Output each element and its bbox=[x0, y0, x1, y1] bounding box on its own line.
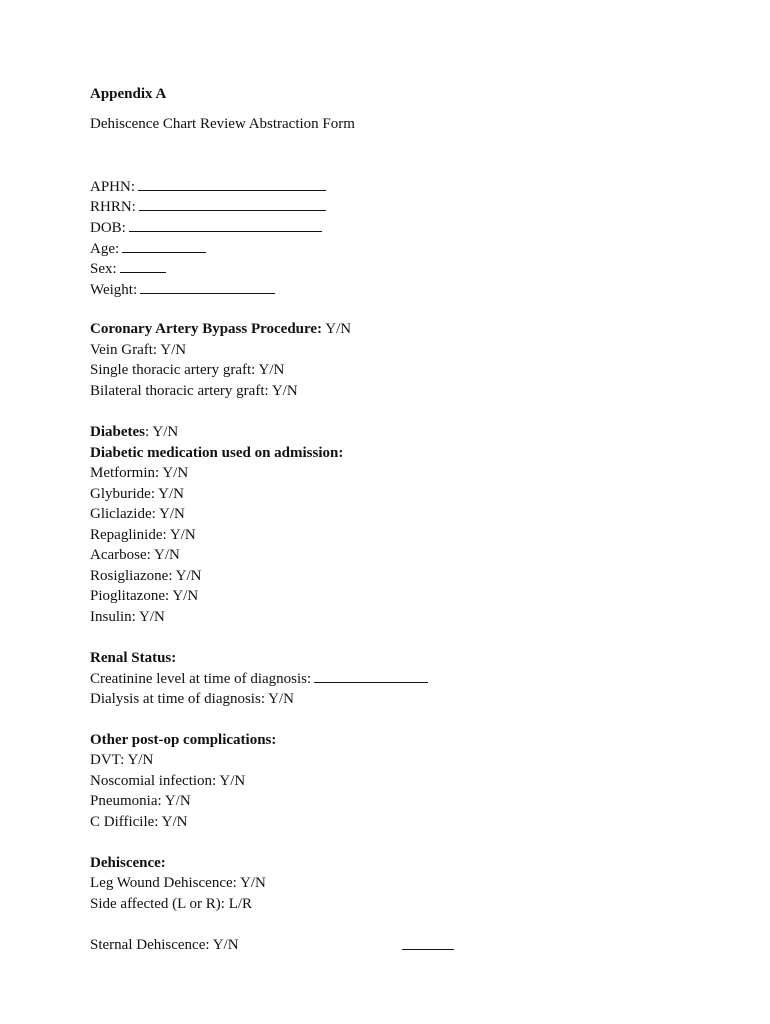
stray-blank-line bbox=[402, 949, 454, 950]
vein-graft-item: Vein Graft: Y/N bbox=[90, 342, 187, 358]
creatinine-field[interactable] bbox=[314, 669, 428, 683]
form-subtitle: Dehiscence Chart Review Abstraction Form bbox=[90, 116, 355, 132]
dob-label: DOB: bbox=[90, 220, 126, 236]
weight-field[interactable] bbox=[140, 280, 275, 294]
aphn-field[interactable] bbox=[138, 177, 326, 191]
cabg-heading-row bbox=[90, 320, 351, 338]
med-item: Insulin: Y/N bbox=[90, 609, 165, 625]
med-item: Acarbose: Y/N bbox=[90, 547, 180, 563]
weight-label: Weight: bbox=[90, 282, 138, 298]
dialysis-item: Dialysis at time of diagnosis: Y/N bbox=[90, 691, 295, 707]
rhrn-label: RHRN: bbox=[90, 199, 136, 215]
diabetes-heading-value: : Y/N bbox=[145, 424, 179, 440]
age-row bbox=[90, 239, 206, 258]
med-item: Rosigliazone: Y/N bbox=[90, 568, 202, 584]
med-item: Glyburide: Y/N bbox=[90, 486, 185, 502]
rhrn-row bbox=[90, 197, 326, 216]
sex-row bbox=[90, 259, 166, 278]
aphn-row bbox=[90, 177, 326, 196]
postop-heading: Other post-op complications: bbox=[90, 732, 277, 748]
med-item: Metformin: Y/N bbox=[90, 465, 189, 481]
cabg-heading-value: Y/N bbox=[322, 321, 352, 337]
diabetes-heading: Diabetes bbox=[90, 424, 145, 440]
creatinine-label: Creatinine level at time of diagnosis: bbox=[90, 671, 312, 687]
postop-item: Pneumonia: Y/N bbox=[90, 793, 191, 809]
weight-row bbox=[90, 280, 275, 299]
sex-label: Sex: bbox=[90, 261, 117, 277]
side-affected-item: Side affected (L or R): L/R bbox=[90, 896, 253, 912]
dob-row bbox=[90, 218, 322, 237]
sex-field[interactable] bbox=[120, 259, 166, 273]
cabg-heading: Coronary Artery Bypass Procedure: bbox=[90, 321, 323, 337]
renal-heading: Renal Status: bbox=[90, 650, 177, 666]
age-field[interactable] bbox=[122, 239, 206, 253]
dehiscence-heading: Dehiscence: bbox=[90, 855, 166, 871]
age-label: Age: bbox=[90, 241, 120, 257]
leg-wound-item: Leg Wound Dehiscence: Y/N bbox=[90, 875, 266, 891]
single-thoracic-item: Single thoracic artery graft: Y/N bbox=[90, 362, 285, 378]
diabetic-meds-heading: Diabetic medication used on admission: bbox=[90, 445, 344, 461]
postop-item: DVT: Y/N bbox=[90, 752, 154, 768]
bilateral-thoracic-item: Bilateral thoracic artery graft: Y/N bbox=[90, 383, 298, 399]
med-item: Gliclazide: Y/N bbox=[90, 506, 185, 522]
creatinine-row bbox=[90, 669, 428, 688]
postop-item: C Difficile: Y/N bbox=[90, 814, 188, 830]
med-item: Pioglitazone: Y/N bbox=[90, 588, 199, 604]
rhrn-field[interactable] bbox=[139, 197, 326, 211]
dob-field[interactable] bbox=[129, 218, 322, 232]
med-item: Repaglinide: Y/N bbox=[90, 527, 196, 543]
postop-item: Noscomial infection: Y/N bbox=[90, 773, 246, 789]
aphn-label: APHN: bbox=[90, 179, 136, 195]
diabetes-heading-row bbox=[90, 423, 178, 441]
sternal-dehiscence-item: Sternal Dehiscence: Y/N bbox=[90, 937, 239, 953]
appendix-title: Appendix A bbox=[90, 86, 167, 102]
